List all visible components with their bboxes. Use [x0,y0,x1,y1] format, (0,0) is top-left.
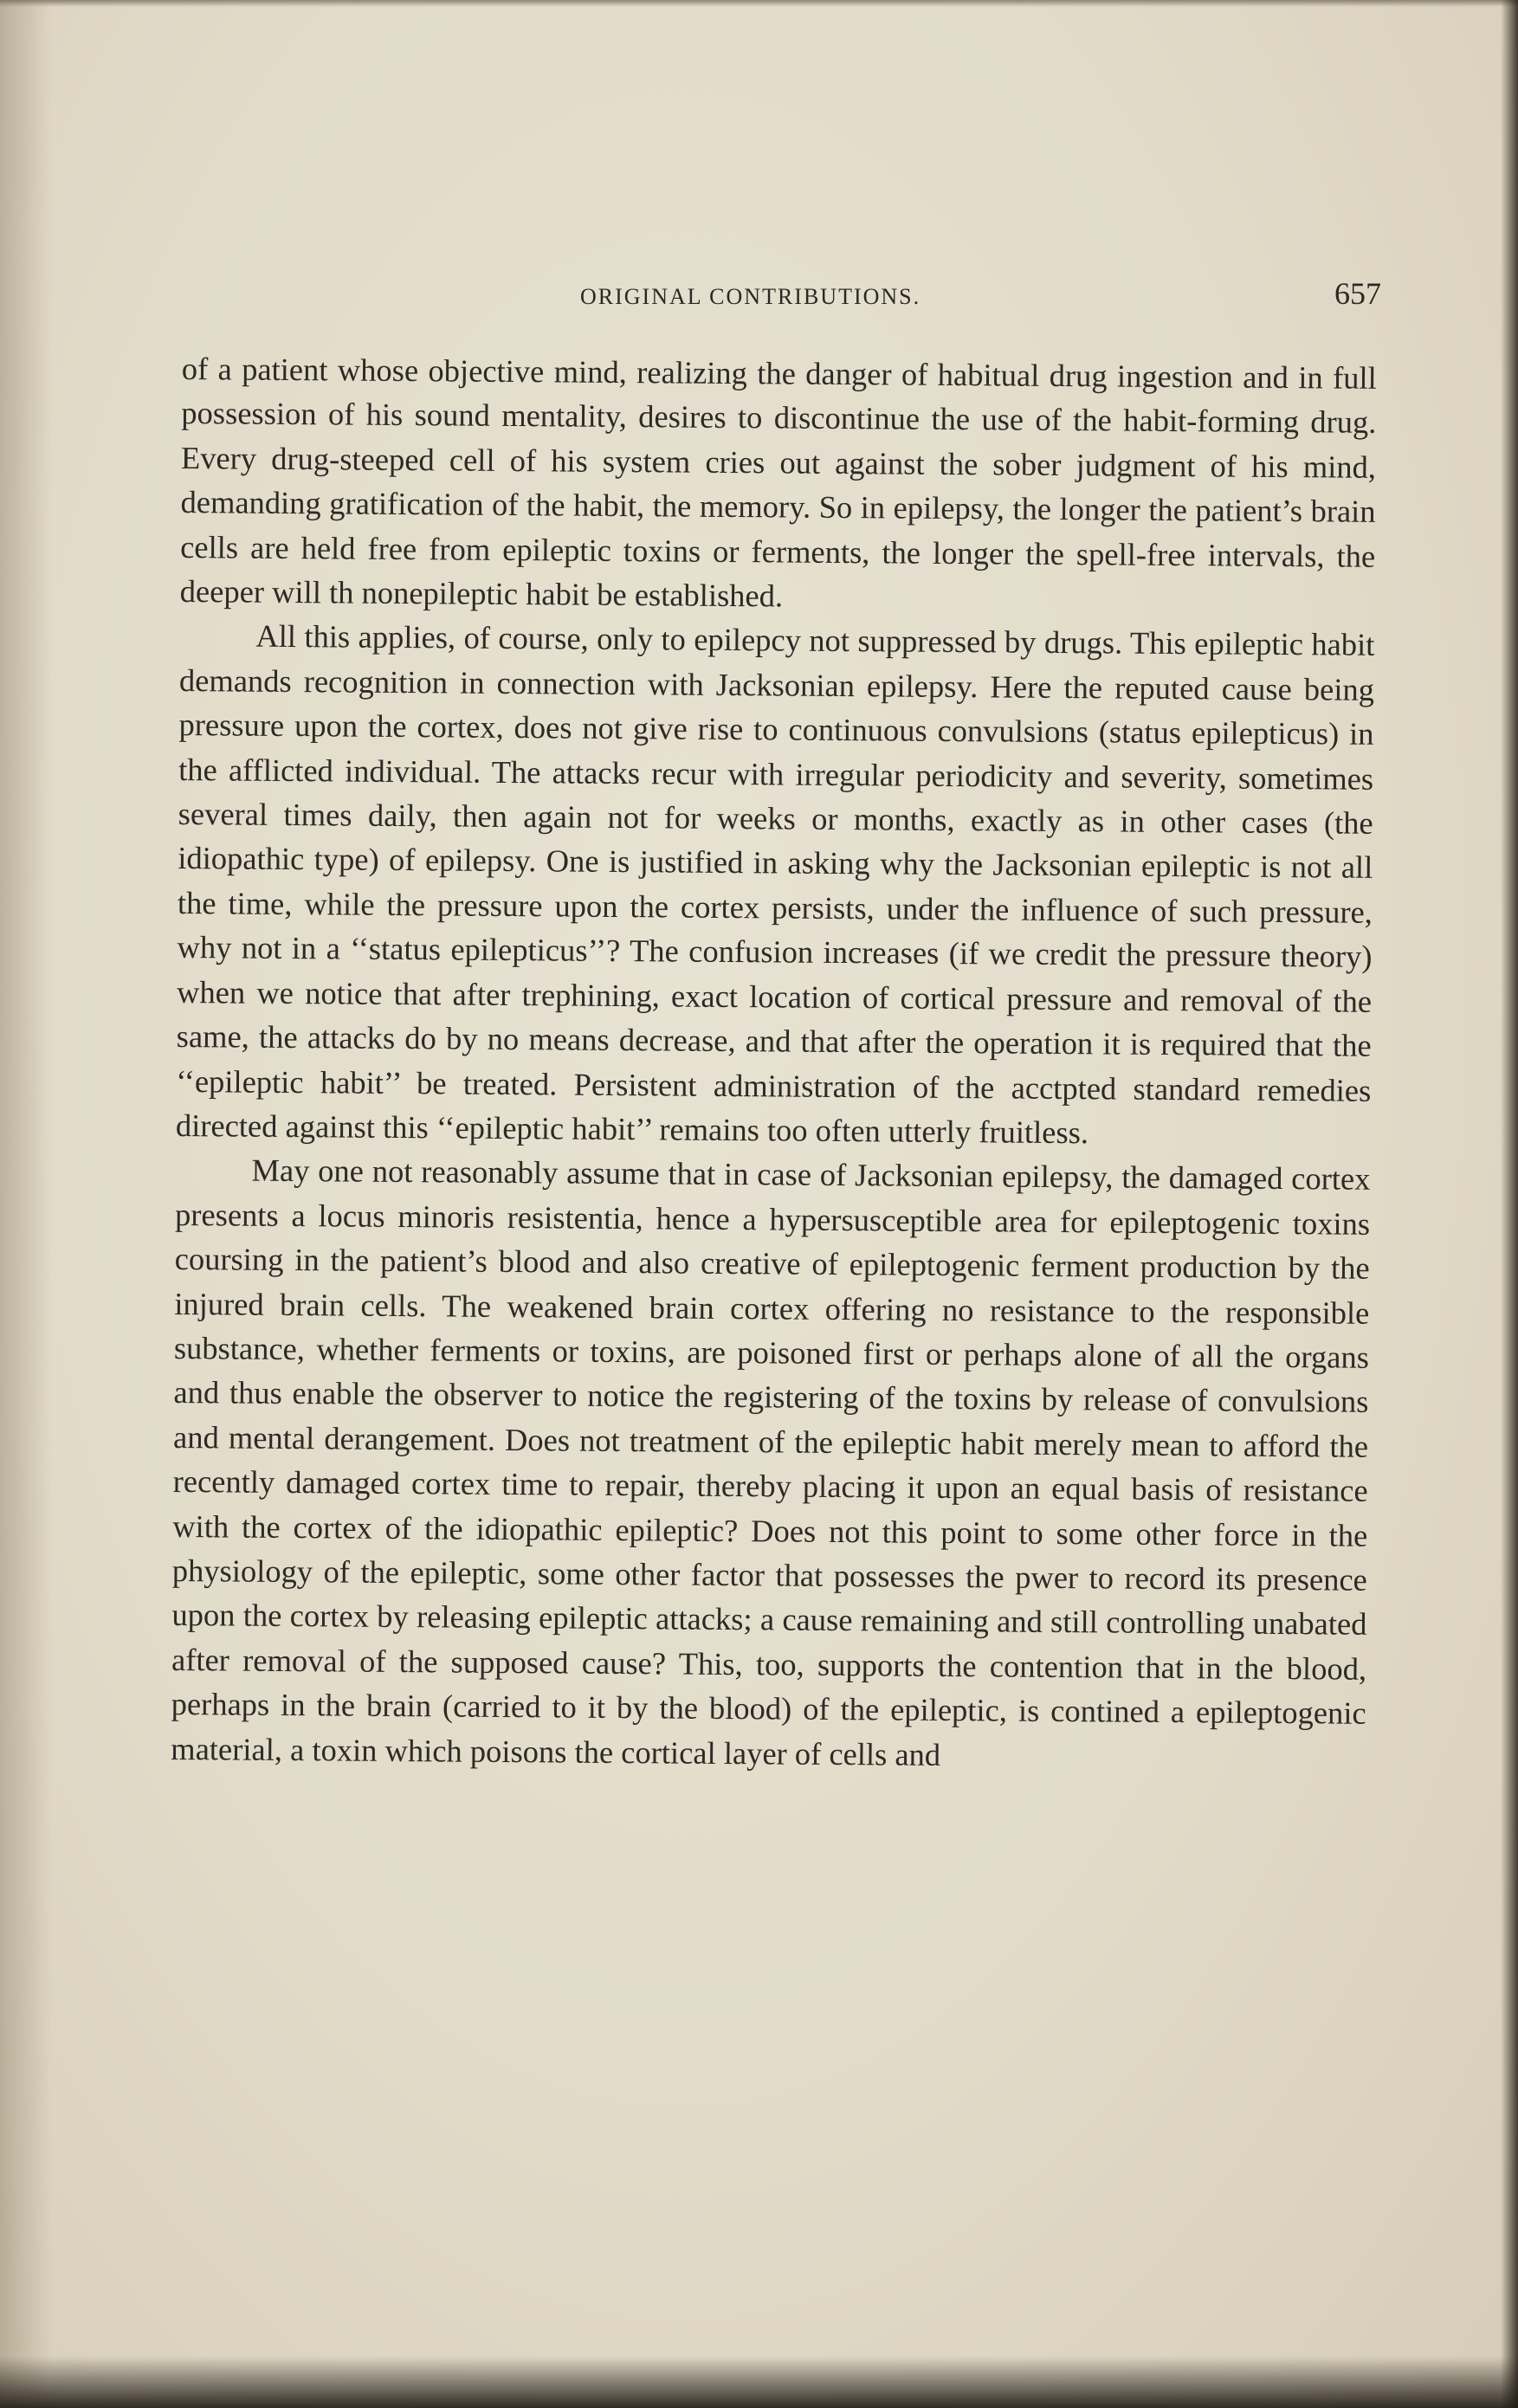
page-top-shadow [0,0,1518,7]
paragraph-2: All this applies, of course, only to epilepcy not suppressed by drugs. This epileptic habit demands recognition in connection with Jacksonian epilepsy. Here the reputed cause being pressure upon the cortex, does not give rise to continuous convulsions (status epilepticus) in the afflicted individual. The attacks recur with irregular periodicity and severity, sometimes several times daily, then again not for weeks or months, exactly as in other cases (the idiopathic type) of epilepsy. One is justified in asking why the Jacksonian epileptic is not all the time, while the pressure upon the cortex persists, under the influence of such pressure, why not in a ‘‘status epilepticus’’? The confusion increases (if we credit the pressure theory) when we notice that after trephining, exact location of cortical pressure and removal of the same, the attacks do by no means decrease, and that after the operation it is required that the ‘‘epileptic habit’’ be treated. Persistent administration of the acctpted standard remedies directed against this ‘‘epileptic habit’’ remains too often utterly fruitless. [175,618,1375,1151]
paragraph-1: of a patient whose objective mind, realizing the danger of habitual drug ingestion and in full possession of his sound mentality, desires to discontinue the use of the habit-forming drug. Every drug-steeped cell of his system cries out against the sober judgment of his mind, demanding gratification of the habit, the memory. So in epilepsy, the longer the patient’s brain cells are held free from epileptic toxins or ferments, the longer the spell-free intervals, the deeper will th nonepileptic habit be established. [179,350,1377,614]
page-bottom-edge [0,2356,1518,2408]
spine-shadow [0,0,52,2408]
page-number: 657 [1334,276,1381,311]
body-text [171,346,1377,1780]
paragraph-3: May one not reasonably assume that in case of Jacksonian epilepsy, the damaged cortex presents a locus minoris resistentia, hence a hypersusceptible area for epileptogenic toxins coursing in the patient’s blood and also creative of epileptogenic ferment production by the injured brain cells. The weakened brain cortex offering no resistance to the responsible substance, whether ferments or toxins, are poisoned first or perhaps alone of all the organs and thus enable the observer to notice the registering of the toxins by release of convulsions and mental derangement. Does not treatment of the epileptic habit merely mean to afford the recently damaged cortex time to repair, thereby placing it upon an equal basis of resistance with the cortex of the idiopathic epileptic? Does not this point to some other force in the physiology of the epileptic, some other factor that possesses the pwer to record its presence upon the cortex by releasing epileptic attacks; a cause remaining and still controlling unabated after removal of the supposed cause? This, too, supports the contention that in the blood, perhaps in the brain (carried to it by the blood) of the epileptic, is contined a epileptogenic material, a toxin which poisons the cortical layer of cells and [171,1152,1371,1772]
running-head [182,275,1381,319]
running-title: ORIGINAL CONTRIBUTIONS. [580,284,921,309]
page-right-edge [1501,0,1518,2408]
